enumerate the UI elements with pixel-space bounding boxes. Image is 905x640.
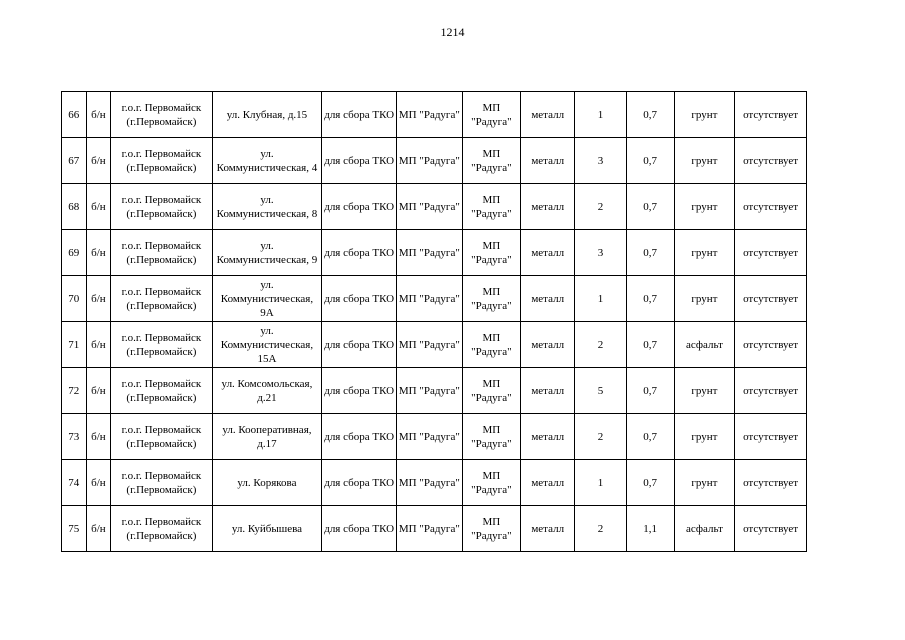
- fence-cell: отсутствует: [735, 138, 807, 184]
- surface-type-cell: грунт: [674, 230, 734, 276]
- table-row: [62, 184, 807, 230]
- owner-cell: МП "Радуга": [397, 506, 463, 552]
- municipality-cell: г.о.г. Первомайск (г.Первомайск): [111, 460, 212, 506]
- row-number-cell: 67: [62, 138, 87, 184]
- purpose-cell: для сбора ТКО: [322, 414, 397, 460]
- municipality-cell: г.о.г. Первомайск (г.Первомайск): [111, 414, 212, 460]
- row-number-cell: 69: [62, 230, 87, 276]
- purpose-cell: для сбора ТКО: [322, 230, 397, 276]
- owner-cell: МП "Радуга": [397, 276, 463, 322]
- address-cell: ул. Коммунистическая, 15А: [212, 322, 322, 368]
- municipality-cell: г.о.г. Первомайск (г.Первомайск): [111, 184, 212, 230]
- container-count-cell: 1: [575, 92, 626, 138]
- owner-cell: МП "Радуга": [397, 184, 463, 230]
- material-cell: металл: [521, 414, 575, 460]
- surface-type-cell: грунт: [674, 368, 734, 414]
- fence-cell: отсутствует: [735, 184, 807, 230]
- municipality-cell: г.о.г. Первомайск (г.Первомайск): [111, 506, 212, 552]
- row-number-cell: 68: [62, 184, 87, 230]
- municipality-cell: г.о.г. Первомайск (г.Первомайск): [111, 138, 212, 184]
- table-body: [62, 92, 807, 552]
- address-cell: ул. Коммунистическая, 8: [212, 184, 322, 230]
- material-cell: металл: [521, 184, 575, 230]
- surface-type-cell: грунт: [674, 92, 734, 138]
- row-number-cell: 74: [62, 460, 87, 506]
- page-number: 1214: [440, 25, 465, 39]
- fence-cell: отсутствует: [735, 322, 807, 368]
- container-count-cell: 1: [575, 276, 626, 322]
- fence-cell: отсутствует: [735, 276, 807, 322]
- registry-number-cell: б/н: [86, 276, 111, 322]
- container-volume-cell: 0,7: [626, 460, 674, 506]
- surface-type-cell: грунт: [674, 276, 734, 322]
- address-cell: ул. Коммунистическая, 4: [212, 138, 322, 184]
- owner-cell: МП "Радуга": [397, 414, 463, 460]
- address-cell: ул. Корякова: [212, 460, 322, 506]
- surface-type-cell: грунт: [674, 138, 734, 184]
- address-cell: ул. Коммунистическая, 9А: [212, 276, 322, 322]
- purpose-cell: для сбора ТКО: [322, 460, 397, 506]
- container-count-cell: 2: [575, 414, 626, 460]
- registry-number-cell: б/н: [86, 368, 111, 414]
- surface-type-cell: грунт: [674, 460, 734, 506]
- operator-cell: МП "Радуга": [462, 460, 520, 506]
- municipality-cell: г.о.г. Первомайск (г.Первомайск): [111, 276, 212, 322]
- surface-type-cell: грунт: [674, 184, 734, 230]
- address-cell: ул. Комсомольская, д.21: [212, 368, 322, 414]
- registry-number-cell: б/н: [86, 138, 111, 184]
- operator-cell: МП "Радуга": [462, 230, 520, 276]
- owner-cell: МП "Радуга": [397, 460, 463, 506]
- container-volume-cell: 0,7: [626, 276, 674, 322]
- row-number-cell: 73: [62, 414, 87, 460]
- fence-cell: отсутствует: [735, 460, 807, 506]
- operator-cell: МП "Радуга": [462, 322, 520, 368]
- address-cell: ул. Куйбышева: [212, 506, 322, 552]
- material-cell: металл: [521, 276, 575, 322]
- table-row: [62, 138, 807, 184]
- operator-cell: МП "Радуга": [462, 506, 520, 552]
- container-count-cell: 3: [575, 230, 626, 276]
- owner-cell: МП "Радуга": [397, 92, 463, 138]
- table-row: [62, 92, 807, 138]
- registry-number-cell: б/н: [86, 92, 111, 138]
- fence-cell: отсутствует: [735, 92, 807, 138]
- owner-cell: МП "Радуга": [397, 138, 463, 184]
- municipality-cell: г.о.г. Первомайск (г.Первомайск): [111, 230, 212, 276]
- address-cell: ул. Коммунистическая, 9: [212, 230, 322, 276]
- registry-number-cell: б/н: [86, 414, 111, 460]
- container-volume-cell: 0,7: [626, 184, 674, 230]
- purpose-cell: для сбора ТКО: [322, 184, 397, 230]
- purpose-cell: для сбора ТКО: [322, 368, 397, 414]
- material-cell: металл: [521, 230, 575, 276]
- operator-cell: МП "Радуга": [462, 276, 520, 322]
- container-volume-cell: 0,7: [626, 368, 674, 414]
- material-cell: металл: [521, 92, 575, 138]
- registry-number-cell: б/н: [86, 506, 111, 552]
- container-count-cell: 3: [575, 138, 626, 184]
- surface-type-cell: асфальт: [674, 322, 734, 368]
- operator-cell: МП "Радуга": [462, 138, 520, 184]
- purpose-cell: для сбора ТКО: [322, 276, 397, 322]
- row-number-cell: 66: [62, 92, 87, 138]
- municipality-cell: г.о.г. Первомайск (г.Первомайск): [111, 368, 212, 414]
- container-volume-cell: 0,7: [626, 230, 674, 276]
- fence-cell: отсутствует: [735, 414, 807, 460]
- table-row: [62, 276, 807, 322]
- container-volume-cell: 0,7: [626, 414, 674, 460]
- purpose-cell: для сбора ТКО: [322, 506, 397, 552]
- container-volume-cell: 0,7: [626, 322, 674, 368]
- operator-cell: МП "Радуга": [462, 414, 520, 460]
- waste-sites-table: [61, 91, 807, 552]
- surface-type-cell: асфальт: [674, 506, 734, 552]
- municipality-cell: г.о.г. Первомайск (г.Первомайск): [111, 322, 212, 368]
- material-cell: металл: [521, 322, 575, 368]
- fence-cell: отсутствует: [735, 506, 807, 552]
- material-cell: металл: [521, 368, 575, 414]
- registry-number-cell: б/н: [86, 184, 111, 230]
- container-count-cell: 1: [575, 460, 626, 506]
- row-number-cell: 71: [62, 322, 87, 368]
- address-cell: ул. Клубная, д.15: [212, 92, 322, 138]
- table-row: [62, 414, 807, 460]
- address-cell: ул. Кооперативная, д.17: [212, 414, 322, 460]
- container-volume-cell: 0,7: [626, 138, 674, 184]
- row-number-cell: 70: [62, 276, 87, 322]
- surface-type-cell: грунт: [674, 414, 734, 460]
- municipality-cell: г.о.г. Первомайск (г.Первомайск): [111, 92, 212, 138]
- row-number-cell: 72: [62, 368, 87, 414]
- material-cell: металл: [521, 138, 575, 184]
- container-count-cell: 2: [575, 506, 626, 552]
- operator-cell: МП "Радуга": [462, 368, 520, 414]
- owner-cell: МП "Радуга": [397, 230, 463, 276]
- operator-cell: МП "Радуга": [462, 184, 520, 230]
- container-volume-cell: 0,7: [626, 92, 674, 138]
- purpose-cell: для сбора ТКО: [322, 322, 397, 368]
- purpose-cell: для сбора ТКО: [322, 92, 397, 138]
- registry-number-cell: б/н: [86, 460, 111, 506]
- material-cell: металл: [521, 506, 575, 552]
- container-volume-cell: 1,1: [626, 506, 674, 552]
- fence-cell: отсутствует: [735, 368, 807, 414]
- operator-cell: МП "Радуга": [462, 92, 520, 138]
- owner-cell: МП "Радуга": [397, 368, 463, 414]
- registry-number-cell: б/н: [86, 230, 111, 276]
- container-count-cell: 5: [575, 368, 626, 414]
- table-row: [62, 460, 807, 506]
- table-row: [62, 506, 807, 552]
- fence-cell: отсутствует: [735, 230, 807, 276]
- container-count-cell: 2: [575, 184, 626, 230]
- table-row: [62, 230, 807, 276]
- purpose-cell: для сбора ТКО: [322, 138, 397, 184]
- table-row: [62, 368, 807, 414]
- table-row: [62, 322, 807, 368]
- row-number-cell: 75: [62, 506, 87, 552]
- registry-number-cell: б/н: [86, 322, 111, 368]
- container-count-cell: 2: [575, 322, 626, 368]
- owner-cell: МП "Радуга": [397, 322, 463, 368]
- material-cell: металл: [521, 460, 575, 506]
